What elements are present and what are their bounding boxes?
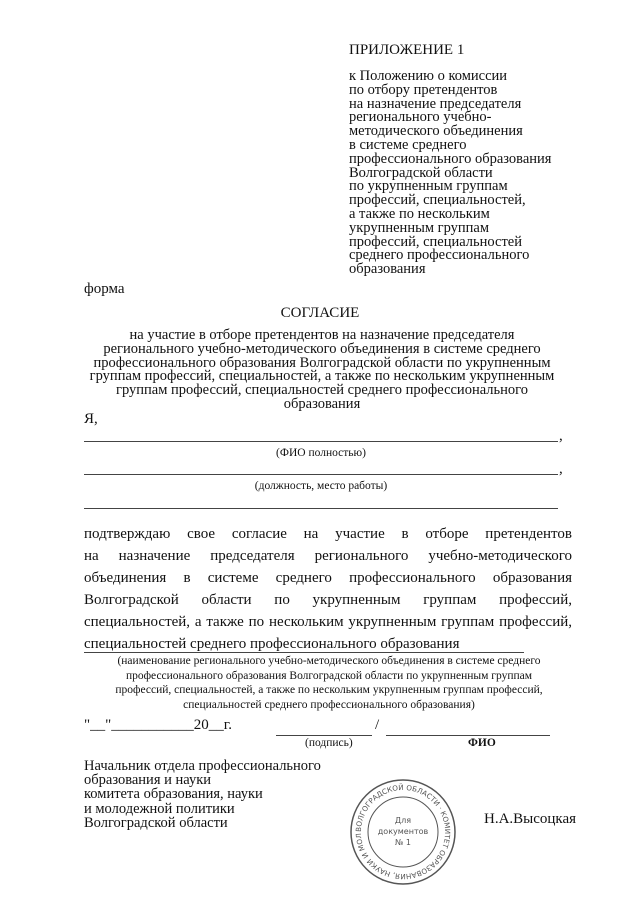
subtitle-line: группам профессий, специальностей среднего профессионального (116, 382, 528, 399)
org-caption-line: профессий, специальностей, а также по нескольким укрупненным группам профессий, (115, 684, 543, 696)
subtitle-line: образования (283, 395, 361, 412)
appendix-title: ПРИЛОЖЕНИЕ 1 (349, 42, 465, 58)
subtitle-line: на участие в отборе претендентов на назначение председателя (129, 327, 515, 343)
consent-line: Волгоградской области по укрупненным группам профессий, (84, 592, 572, 608)
stamp-ring-text: ВОЛГОГРАДСКОЙ ОБЛАСТИ · КОМИТЕТ ОБРАЗОВАНИЯ, НАУКИ И МОЛ (353, 782, 453, 882)
official-line: комитета образования, науки (84, 786, 263, 803)
org-caption-line: (наименование регионального учебно-методического объединения в системе среднего (117, 655, 541, 667)
fio-fill-line[interactable] (84, 441, 558, 442)
appendix-line: по отбору претендентов (349, 81, 498, 98)
appendix-line: на назначение председателя (349, 95, 522, 112)
appendix-text (349, 70, 551, 277)
subtitle-line: группам профессий, специальностей, а также по нескольким укрупненным (89, 368, 555, 385)
org-fill-line[interactable] (84, 652, 524, 653)
fio-sign-fill-line[interactable] (386, 735, 550, 736)
official-line: и молодежной политики (84, 800, 235, 817)
position-caption: (должность, место работы) (254, 480, 388, 492)
consent-line: специальностей среднего профессионального образования (84, 636, 460, 652)
fio-sign-caption: ФИО (468, 737, 496, 749)
form-label: форма (84, 281, 125, 297)
position-comma: , (559, 461, 563, 477)
stamp-center-line: Для (394, 816, 412, 825)
appendix-line: к Положению о комиссии (349, 68, 508, 84)
subtitle-line: профессионального образования Волгоградской области по укрупненным (93, 354, 551, 371)
appendix-line: по укрупненным группам (349, 178, 508, 195)
document-title: СОГЛАСИЕ (280, 305, 360, 321)
signer-name: Н.А.Высоцкая (484, 811, 577, 827)
official-line: Волгоградской области (84, 814, 228, 831)
signature-slash: / (375, 717, 380, 733)
org-caption (84, 654, 574, 712)
stamp-center-line: № 1 (395, 838, 411, 847)
stamp-center-line: документов (377, 827, 429, 836)
date-field[interactable]: "__"___________20__г. (84, 717, 232, 733)
consent-paragraph (84, 523, 572, 655)
extra-fill-line[interactable] (84, 508, 558, 509)
appendix-line: профессий, специальностей, (349, 192, 526, 209)
fio-caption: (ФИО полностью) (276, 447, 366, 459)
appendix-line: в системе среднего (349, 136, 467, 153)
appendix-line: профессионального образования (349, 150, 552, 167)
consent-line: подтверждаю свое согласие на участие в отборе претендентов (84, 526, 572, 542)
signature-caption: (подпись) (305, 737, 353, 749)
signature-fill-line[interactable] (276, 735, 372, 736)
appendix-line: методического объединения (349, 123, 523, 140)
subtitle-line: регионального учебно-методического объединения в системе среднего (103, 340, 541, 357)
ya-label: Я, (84, 411, 98, 427)
consent-line: на назначение председателя регионального учебно-методического (84, 548, 572, 564)
appendix-line: укрупненным группам (349, 219, 490, 236)
appendix-line: среднего профессионального (349, 247, 530, 264)
position-fill-line[interactable] (84, 474, 558, 475)
appendix-line: профессий, специальностей (349, 233, 522, 250)
official-stamp (348, 777, 458, 887)
org-caption-line: специальностей среднего профессионального образования) (183, 698, 475, 711)
appendix-line: а также по нескольким (349, 205, 490, 222)
appendix-line: Волгоградской области (349, 164, 493, 181)
document-subtitle (84, 329, 560, 412)
fio-comma: , (559, 428, 563, 444)
appendix-line: образования (349, 261, 426, 278)
stamp-svg (348, 777, 458, 887)
official-title (84, 759, 321, 830)
consent-line: специальностей, а также по нескольким укрупненным группам профессий, (84, 614, 572, 630)
appendix-line: регионального учебно- (349, 109, 492, 126)
org-caption-line: профессионального образования Волгоградской области по укрупненным группам (125, 669, 533, 682)
official-line: Начальник отдела профессионального (84, 758, 321, 774)
official-line: образования и науки (84, 772, 212, 789)
consent-line: объединения в системе среднего профессионального образования (84, 570, 572, 586)
